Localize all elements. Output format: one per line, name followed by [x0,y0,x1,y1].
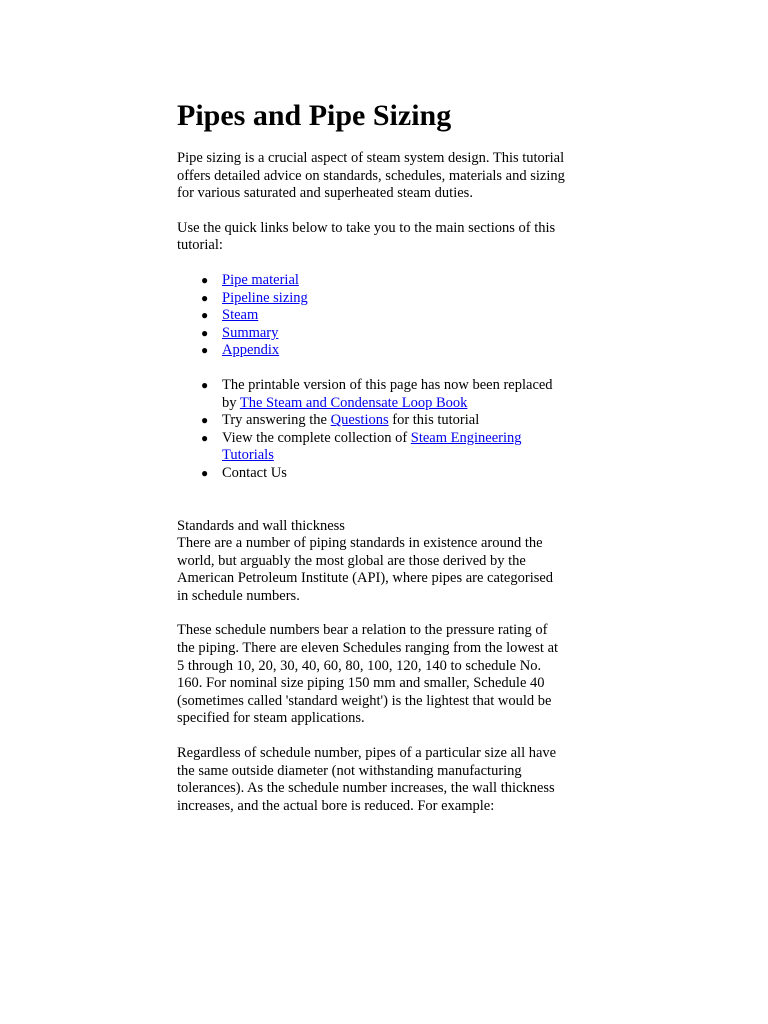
page-title: Pipes and Pipe Sizing [177,99,452,132]
link-summary[interactable]: Summary [222,324,279,341]
list-item [201,376,567,412]
list-item [201,429,567,465]
list-item [201,464,567,483]
link-pipe-material[interactable]: Pipe material [222,271,299,288]
list-item [201,271,567,290]
intro-paragraph: Pipe sizing is a crucial aspect of steam system design. This tutorial offers detailed advice on standards, schedules, materials and sizing for various saturated and superheated steam duties. [177,150,565,202]
list-item [201,342,567,360]
bullet-icon: ● [201,377,209,392]
link-pipeline-sizing[interactable]: Pipeline sizing [222,289,308,306]
quick-links-list [177,272,567,360]
section-paragraph-2: These schedule numbers bear a relation to the pressure rating of the piping. There are eleven Schedules ranging from the lowest at 5 through 10, 20, 30, 40, 60, 80, 100, 120, 140 to schedule No. 160. For nominal size piping 150 mm and smaller, Schedule 40 (sometimes called 'standard weight') is the lightest that would be specified for steam applications. [177,622,559,727]
questions-prefix: Try answering the [222,412,331,429]
list-item [201,289,567,308]
bullet-icon: ● [201,272,209,287]
questions-suffix: for this tutorial [388,412,480,429]
bullet-icon: ● [201,325,209,340]
collection-prefix: View the complete collection of [222,429,411,446]
section-heading: Standards and wall thickness [177,517,345,534]
contact-us-text: Contact Us [222,464,287,481]
article [177,96,567,832]
list-item [201,307,567,325]
bullet-icon: ● [201,343,209,358]
bullet-icon: ● [201,290,209,305]
bullet-icon: ● [201,308,209,323]
link-appendix[interactable]: Appendix [222,342,280,359]
link-steam-condensate-loop-book[interactable]: The Steam and Condensate Loop Book [239,394,468,411]
list-item [201,324,567,343]
quick-links-intro: Use the quick links below to take you to the main sections of this tutorial: [177,219,556,254]
info-list [177,377,567,483]
link-steam-engineering-tutorials[interactable]: Steam Engineering Tutorials [222,429,522,464]
link-questions[interactable]: Questions [330,412,389,429]
bullet-icon: ● [201,465,209,480]
link-steam[interactable]: Steam [222,307,259,324]
bullet-icon: ● [201,413,209,428]
section-paragraph-3: Regardless of schedule number, pipes of a particular size all have the same outside diameter (not withstanding manufacturing tolerances). As the schedule number increases, the wall thickness increases, and the actual bore is reduced. For example: [177,745,557,814]
bullet-icon: ● [201,430,209,445]
list-item [201,412,567,430]
section-paragraph-1: There are a number of piping standards in existence around the world, but arguably the most global are those derived by the American Petroleum Institute (API), where pipes are categorised in schedule numbers. [177,535,554,604]
printable-text: The printable version of this page has now been replaced by [222,376,553,411]
